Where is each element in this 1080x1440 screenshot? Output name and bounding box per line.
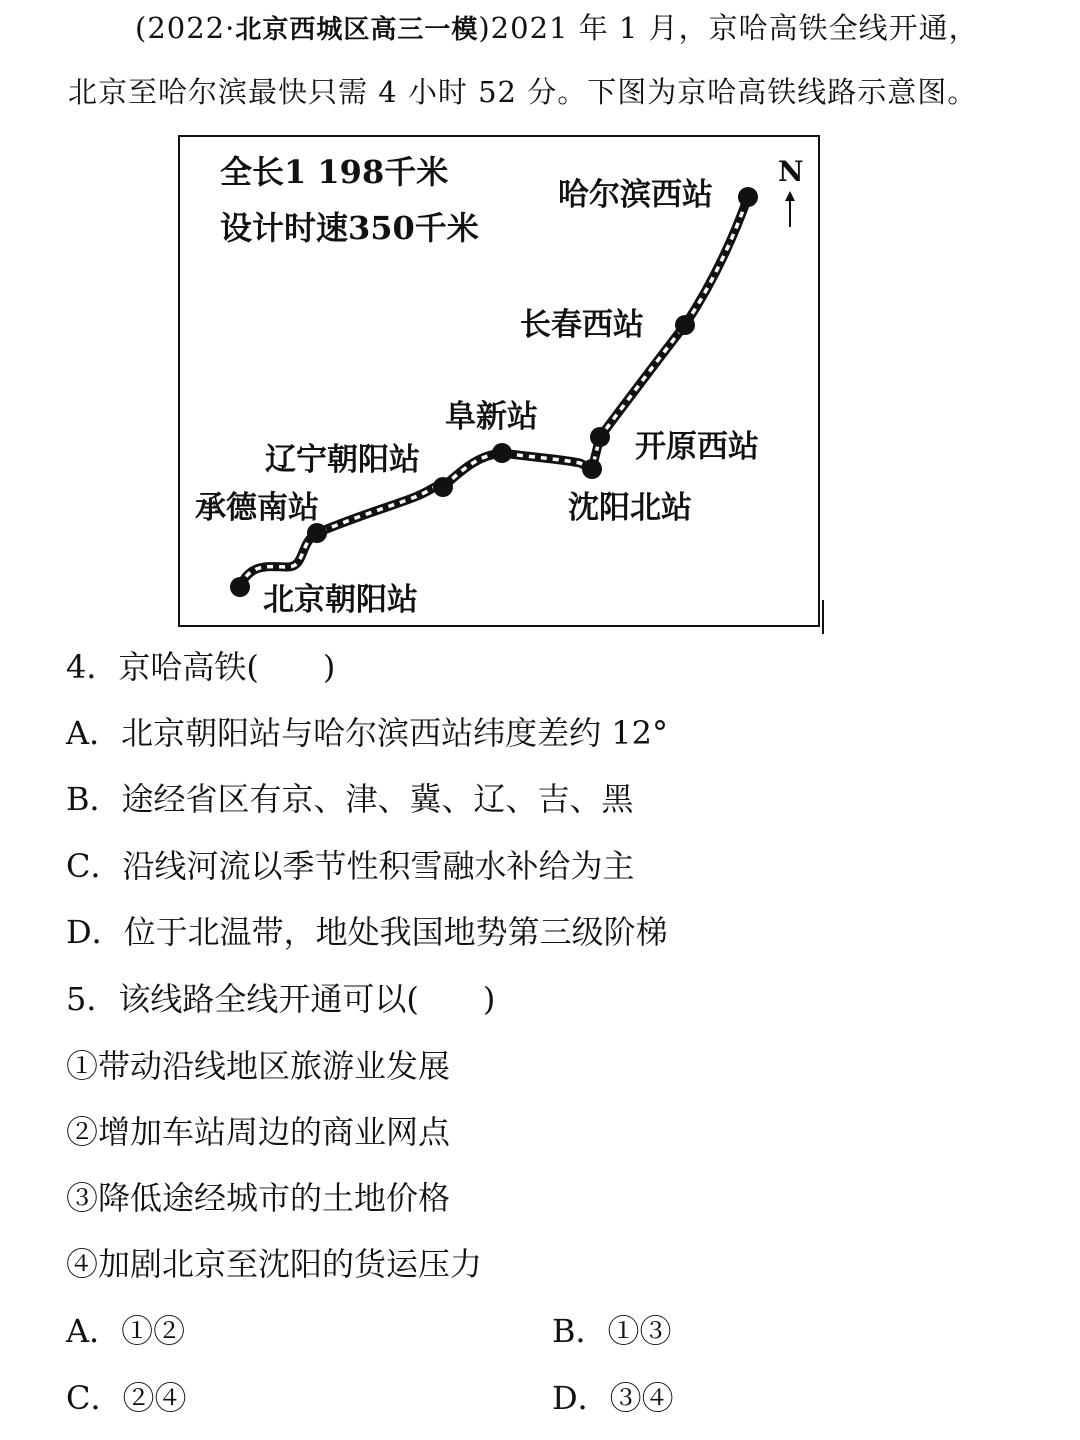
station-label-kaiyuan-west: 开原西站 (635, 429, 759, 465)
q5-item-4: ④加剧北京至沈阳的货运压力 (66, 1245, 483, 1283)
q4-option-a: A．北京朝阳站与哈尔滨西站纬度差约 12° (66, 714, 669, 752)
station-dot-kaiyuan-west (590, 427, 610, 447)
station-label-fuxin: 阜新站 (445, 399, 538, 435)
q4-stem: 4．京哈高铁( ) (66, 648, 336, 686)
station-label-harbin-west: 哈尔滨西站 (558, 177, 713, 213)
q4-option-d: D．位于北温带，地处我国地势第三级阶梯 (66, 913, 668, 951)
station-dot-fuxin (492, 443, 512, 463)
station-dot-shenyang-north (582, 459, 602, 479)
intro-line-2: 北京至哈尔滨最快只需 4 小时 52 分。下图为京哈高铁线路示意图。 (68, 75, 978, 109)
station-label-changchun-west: 长春西站 (520, 307, 644, 343)
station-dot-beijing-chaoyang (230, 577, 250, 597)
source-paren-open: (2022· (135, 11, 236, 45)
intro-line-1-rest: )2021 年 1 月，京哈高铁全线开通， (478, 11, 979, 45)
q5-item-3: ③降低途经城市的土地价格 (66, 1179, 451, 1217)
q5-choice-c: C．②④ (66, 1379, 187, 1417)
q4-option-c: C．沿线河流以季节性积雪融水补给为主 (66, 847, 635, 885)
station-dot-chengde-south (307, 523, 327, 543)
rail-map-canvas (180, 137, 820, 627)
north-label: N (778, 155, 804, 188)
map-info-length: 全长1 198千米 (220, 153, 449, 191)
intro-line-1 (135, 8, 979, 50)
q4-option-b: B．途经省区有京、津、冀、辽、吉、黑 (66, 780, 634, 818)
q5-choice-b: B．①③ (552, 1312, 672, 1350)
map-info-speed: 设计时速350千米 (220, 209, 479, 247)
station-label-chengde-south: 承德南站 (195, 490, 319, 526)
q5-choice-d: D．③④ (552, 1379, 674, 1417)
q5-item-2: ②增加车站周边的商业网点 (66, 1113, 451, 1151)
rail-map (178, 135, 820, 627)
station-label-beijing-chaoyang: 北京朝阳站 (263, 582, 418, 618)
station-dot-harbin-west (738, 187, 758, 207)
map-edge-mark (822, 600, 824, 634)
station-dot-liaoning-chaoyang (433, 477, 453, 497)
q5-choice-a: A．①② (66, 1312, 186, 1350)
north-arrow-icon (785, 191, 795, 227)
q5-stem: 5．该线路全线开通可以( ) (66, 980, 496, 1018)
station-label-shenyang-north: 沈阳北站 (568, 490, 692, 526)
station-label-liaoning-chaoyang: 辽宁朝阳站 (265, 442, 420, 478)
source-label: 北京西城区高三一模 (235, 15, 479, 45)
station-dot-changchun-west (675, 315, 695, 335)
q5-item-1: ①带动沿线地区旅游业发展 (66, 1047, 451, 1085)
